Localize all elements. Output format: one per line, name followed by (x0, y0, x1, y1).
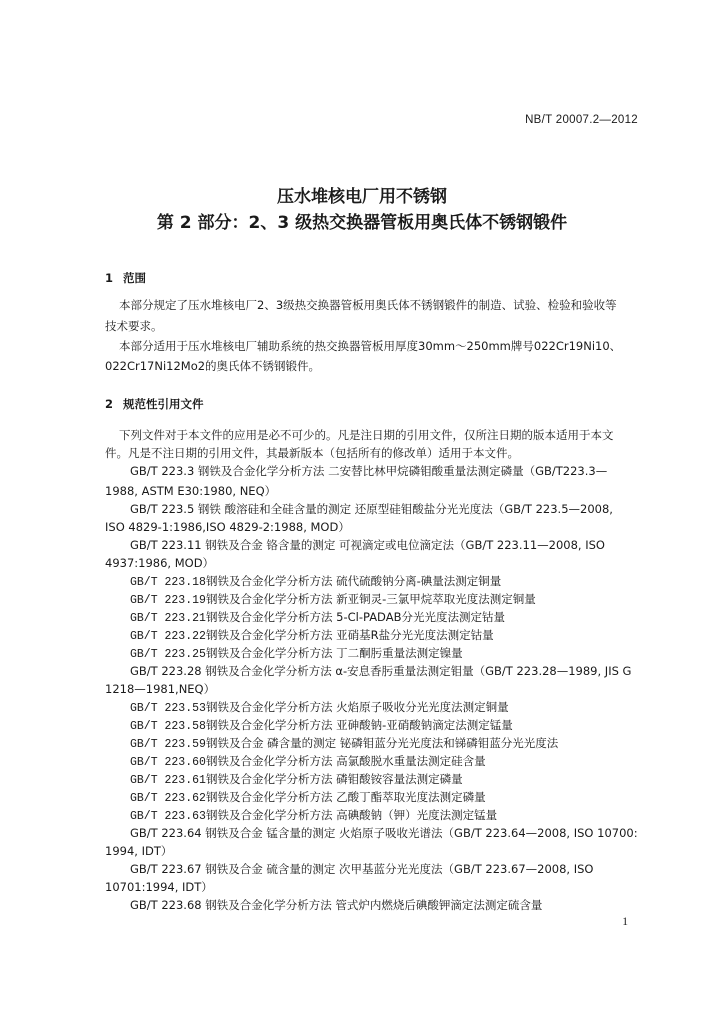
paragraph-line: 下列文件对于本文件的应用是必不可少的。凡是注日期的引用文件，仅所注日期的版本适用于本文 (119, 428, 614, 442)
section-number: 2 (105, 397, 114, 411)
paragraph-line: 技术要求。 (105, 319, 163, 333)
paragraph-line: 本部分规定了压水堆核电厂2、3级热交换器管板用奥氏体不锈钢锻件的制造、试验、检验和验收等 (119, 298, 617, 312)
reference-item (130, 790, 486, 806)
reference-title: 钢铁及合金化学分析方法 亚砷酸钠-亚硝酸钠滴定法测定锰量 (206, 718, 513, 732)
reference-item (130, 736, 558, 752)
reference-item (130, 772, 463, 788)
reference-code: GB/T 223.60 (130, 756, 206, 769)
paragraph-line: 022Cr17Ni12Mo2的奥氏体不锈钢锻件。 (105, 359, 321, 373)
reference-line: GB/T 223.3 钢铁及合金化学分析方法 二安替比林甲烷磷钼酸重量法测定磷量（GB/T223.3— (130, 464, 608, 478)
reference-title: 钢铁及合金化学分析方法 乙酸丁酯萃取光度法测定磷量 (206, 790, 486, 804)
document-subtitle: 第 2 部分：2、3 级热交换器管板用奥氏体不锈钢锻件 (156, 213, 568, 233)
reference-item (130, 646, 463, 662)
paragraph-line: 本部分适用于压水堆核电厂辅助系统的热交换器管板用厚度30mm～250mm牌号022Cr19Ni10、 (119, 339, 622, 353)
reference-code: GB/T 223.22 (130, 630, 206, 643)
reference-code: GB/T 223.25 (130, 648, 206, 661)
page-number: 1 (622, 916, 628, 928)
reference-title: 钢铁及合金化学分析方法 亚硝基R盐分光光度法测定钴量 (206, 628, 494, 642)
reference-item (130, 700, 509, 716)
reference-item (130, 754, 486, 770)
reference-title: 钢铁及合金化学分析方法 高氯酸脱水重量法测定硅含量 (206, 754, 486, 768)
reference-line: GB/T 223.68 钢铁及合金化学分析方法 管式炉内燃烧后碘酸钾滴定法测定硫含量 (130, 898, 543, 912)
reference-line: ISO 4829-1:1986,ISO 4829-2:1988, MOD） (105, 520, 350, 534)
reference-title: 钢铁及合金化学分析方法 丁二酮肟重量法测定镍量 (206, 646, 463, 660)
reference-line: 1994, IDT） (105, 844, 173, 858)
standard-code: NB/T 20007.2—2012 (525, 114, 638, 126)
reference-line: 1988, ASTM E30:1980, NEQ） (105, 484, 277, 498)
reference-title: 钢铁及合金化学分析方法 高碘酸钠（钾）光度法测定锰量 (206, 808, 498, 822)
section-title: 规范性引用文件 (123, 397, 204, 411)
reference-title: 钢铁及合金化学分析方法 磷钼酸铵容量法测定磷量 (206, 772, 463, 786)
reference-line: 4937:1986, MOD） (105, 556, 215, 570)
reference-title: 钢铁及合金化学分析方法 硫代硫酸钠分离-碘量法测定铜量 (206, 574, 502, 588)
reference-code: GB/T 223.53 (130, 702, 206, 715)
reference-line: GB/T 223.5 钢铁 酸溶硅和全硅含量的测定 还原型硅钼酸盐分光光度法（GB/T 223.5—2008, (130, 502, 613, 516)
paragraph-line: 件。凡是不注日期的引用文件，其最新版本（包括所有的修改单）适用于本文件。 (105, 446, 519, 460)
reference-item (130, 610, 505, 626)
reference-line: GB/T 223.64 钢铁及合金 锰含量的测定 火焰原子吸收光谱法（GB/T 223.64—2008, ISO 10700: (130, 826, 638, 840)
reference-title: 钢铁及合金化学分析方法 火焰原子吸收分光光度法测定铜量 (206, 700, 509, 714)
reference-code: GB/T 223.63 (130, 810, 206, 823)
document-title: 压水堆核电厂用不锈钢 (277, 187, 447, 207)
reference-title: 钢铁及合金化学分析方法 5-Cl-PADAB分光光度法测定钴量 (206, 610, 505, 624)
reference-line: GB/T 223.28 钢铁及合金化学分析方法 α-安息香肟重量法测定钼量（GB/T 223.28—1989, JIS G (130, 664, 632, 678)
reference-code: GB/T 223.19 (130, 594, 206, 607)
reference-item (130, 592, 536, 608)
reference-code: GB/T 223.18 (130, 576, 206, 589)
reference-code: GB/T 223.59 (130, 738, 206, 751)
reference-line: 1218—1981,NEQ） (105, 682, 216, 696)
reference-line: GB/T 223.11 钢铁及合金 铬含量的测定 可视滴定或电位滴定法（GB/T 223.11—2008, ISO (130, 538, 605, 552)
reference-line: 10701:1994, IDT） (105, 880, 213, 894)
reference-item (130, 808, 497, 824)
reference-code: GB/T 223.21 (130, 612, 206, 625)
reference-line: GB/T 223.67 钢铁及合金 硫含量的测定 次甲基蓝分光光度法（GB/T 223.67—2008, ISO (130, 862, 594, 876)
section-number: 1 (105, 271, 114, 285)
reference-code: GB/T 223.61 (130, 774, 206, 787)
section-1-heading (105, 270, 146, 286)
section-title: 范围 (123, 271, 146, 285)
reference-code: GB/T 223.58 (130, 720, 206, 733)
reference-title: 钢铁及合金化学分析方法 新亚铜灵-三氯甲烷萃取光度法测定铜量 (206, 592, 536, 606)
section-2-heading (105, 396, 204, 412)
reference-item (130, 628, 494, 644)
reference-title: 钢铁及合金 磷含量的测定 铋磷钼蓝分光光度法和锑磷钼蓝分光光度法 (206, 736, 559, 750)
reference-item (130, 574, 501, 590)
reference-item (130, 718, 513, 734)
reference-code: GB/T 223.62 (130, 792, 206, 805)
